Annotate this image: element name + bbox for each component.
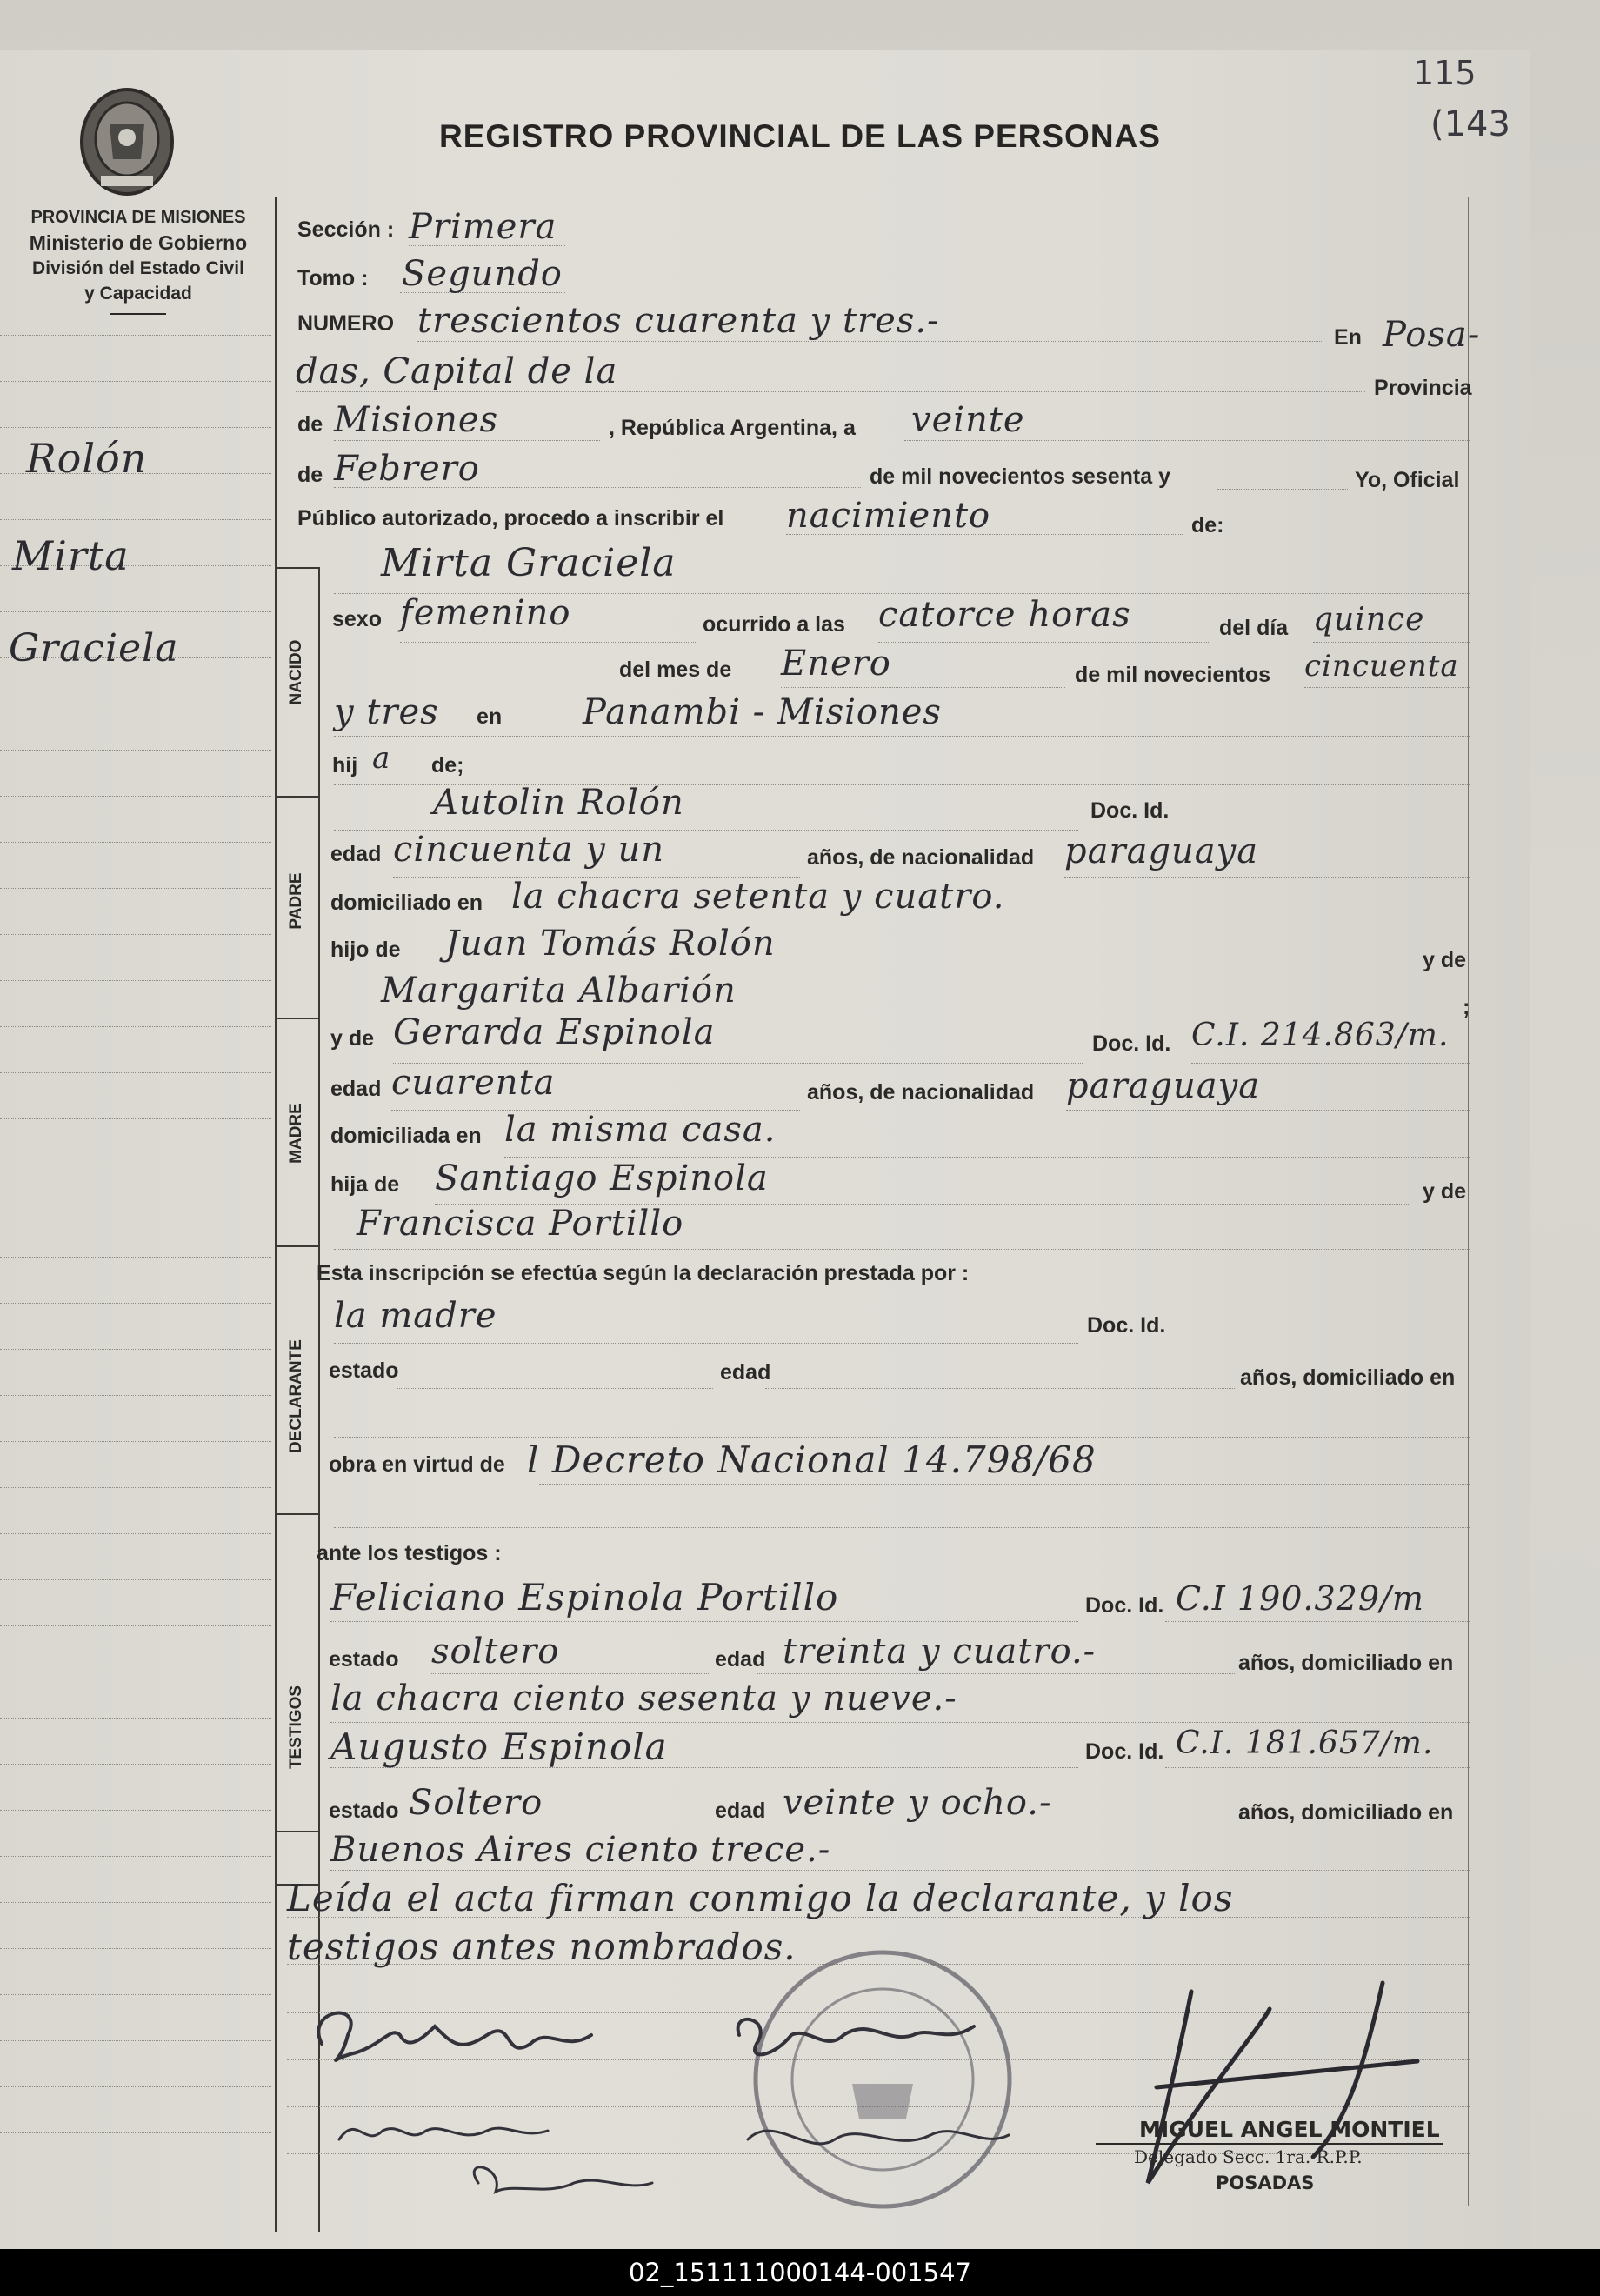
margin-second-name: Graciela <box>9 626 179 671</box>
label-sexo: sexo <box>332 607 382 631</box>
entry-mes-nac: Enero <box>781 644 891 684</box>
entry-testigo2-dom: Buenos Aires ciento trece.- <box>330 1830 831 1870</box>
label-estado-t1: estado <box>329 1647 399 1672</box>
division-capacity: y Capacidad <box>84 284 192 304</box>
label-publico: Público autorizado, procedo a inscribir el <box>297 506 724 531</box>
entry-nombre: Mirta Graciela <box>381 541 677 585</box>
signatures-area <box>287 1974 1470 2235</box>
label-doc-t1: Doc. Id. <box>1085 1593 1164 1618</box>
entry-madre-dom: la misma casa. <box>504 1110 777 1150</box>
label-dom-t1: años, domiciliado en <box>1238 1651 1454 1675</box>
label-doc-declarante: Doc. Id. <box>1087 1313 1166 1338</box>
label-semicolon: ; <box>1463 995 1470 1019</box>
entry-testigo1-edad: treinta y cuatro.- <box>783 1632 1097 1672</box>
label-edad-padre: edad <box>330 842 382 866</box>
entry-testigo2-doc: C.I. 181.657/m. <box>1176 1725 1434 1761</box>
label-edad-t2: edad <box>715 1799 766 1823</box>
label-en: En <box>1334 325 1362 350</box>
signature-witness-1-icon <box>339 2128 652 2192</box>
label-de-mil-sesenta: de mil novecientos sesenta y <box>870 464 1170 489</box>
label-en-lugar: en <box>477 704 503 729</box>
entry-en: Posa- <box>1383 315 1481 355</box>
label-de-semi: de; <box>431 753 464 778</box>
folio-sub: (143 <box>1430 104 1510 144</box>
entry-testigo1: Feliciano Espinola Portillo <box>330 1576 839 1619</box>
entry-provincia: Misiones <box>334 400 499 440</box>
side-label-testigos: TESTIGOS <box>287 1685 305 1770</box>
label-doc-madre: Doc. Id. <box>1092 1031 1171 1056</box>
province-name: PROVINCIA DE MISIONES <box>30 208 246 227</box>
label-de-mes: de <box>297 463 323 487</box>
label-hijo-de: hijo de <box>330 938 401 962</box>
entry-testigo1-dom: la chacra ciento sesenta y nueve.- <box>330 1679 957 1719</box>
entry-declarante: la madre <box>334 1296 497 1336</box>
division-name: División del Estado Civil <box>32 258 244 278</box>
label-numero: NUMERO <box>297 311 395 336</box>
entry-madre-padre: Santiago Espinola <box>435 1158 769 1198</box>
officer-role: Delegado Secc. 1ra. R.P.P. <box>1134 2146 1363 2167</box>
side-label-madre: MADRE <box>287 1103 305 1164</box>
ministry-block <box>0 205 277 315</box>
entry-testigo2-estado: Soltero <box>409 1783 543 1823</box>
label-tomo: Tomo : <box>297 266 369 290</box>
entry-testigo1-doc: C.I 190.329/m <box>1176 1579 1424 1618</box>
label-ante-testigos: ante los testigos : <box>317 1541 502 1565</box>
side-label-declarante: DECLARANTE <box>287 1339 305 1453</box>
entry-sexo: femenino <box>400 593 571 633</box>
ministry-name: Ministerio de Gobierno <box>29 231 248 254</box>
entry-padre-edad: cincuenta y un <box>393 830 665 870</box>
label-edad-t1: edad <box>715 1647 766 1672</box>
label-doc-t2: Doc. Id. <box>1085 1739 1164 1764</box>
label-estado-t2: estado <box>329 1799 399 1823</box>
officer-name: MIGUEL ANGEL MONTIEL <box>1139 2117 1440 2142</box>
entry-dia-nac: quince <box>1313 602 1425 637</box>
entry-lugar: Panambi - Misiones <box>583 692 942 732</box>
entry-padre: Autolin Rolón <box>433 783 684 823</box>
entry-ciudad: das, Capital de la <box>296 351 618 391</box>
label-hija-de: hija de <box>330 1172 400 1197</box>
margin-column <box>0 50 271 2249</box>
label-hij: hij <box>332 753 358 778</box>
entry-mes: Febrero <box>334 449 480 489</box>
entry-hora: catorce horas <box>878 595 1131 635</box>
folio-number: 115 <box>1413 54 1477 92</box>
label-y-de-padre: y de <box>1423 948 1467 972</box>
label-de: de <box>297 412 323 437</box>
entry-padre-nac: paraguaya <box>1064 831 1259 871</box>
label-edad-madre: edad <box>330 1077 382 1101</box>
label-dom-t2: años, domiciliado en <box>1238 1800 1454 1825</box>
entry-testigo2: Augusto Espinola <box>330 1725 668 1768</box>
label-obra: obra en virtud de <box>329 1452 505 1477</box>
entry-madre: Gerarda Espinola <box>393 1012 716 1052</box>
entry-anio-b: y tres <box>334 692 439 732</box>
entry-testigo2-edad: veinte y ocho.- <box>783 1783 1052 1823</box>
label-nac-padre: años, de nacionalidad <box>807 845 1035 870</box>
label-del-dia: del día <box>1219 616 1289 640</box>
label-inscripcion: Esta inscripción se efectúa según la declaración prestada por : <box>317 1261 970 1285</box>
label-del-mes: del mes de <box>619 657 732 682</box>
margin-surname: Rolón <box>26 435 148 482</box>
label-seccion: Sección : <box>297 217 395 242</box>
label-dom-declarante: años, domiciliado en <box>1240 1365 1456 1390</box>
entry-madre-doc: C.I. 214.863/m. <box>1191 1018 1450 1053</box>
entry-madre-edad: cuarenta <box>391 1063 556 1103</box>
label-dom-padre: domiciliado en <box>330 891 483 915</box>
label-provincia: Provincia <box>1374 376 1472 400</box>
label-ocurrido: ocurrido a las <box>703 612 845 637</box>
form-left-border <box>275 197 277 2232</box>
officer-city: POSADAS <box>1216 2173 1315 2193</box>
entry-madre-nac: paraguaya <box>1066 1066 1261 1106</box>
label-republica: , República Argentina, a <box>609 416 856 440</box>
entry-testigo1-estado: soltero <box>431 1632 560 1672</box>
entry-madre-madre: Francisca Portillo <box>357 1204 684 1244</box>
entry-decreto: l Decreto Nacional 14.798/68 <box>527 1438 1097 1481</box>
entry-tomo: Segundo <box>402 254 563 294</box>
entry-padre-madre: Margarita Albarión <box>381 971 737 1011</box>
closing-line-1: Leída el acta firman conmigo la declarante, y los <box>287 1877 1234 1919</box>
entry-dia: veinte <box>911 400 1025 440</box>
label-de-mil-nov: de mil novecientos <box>1075 663 1271 687</box>
label-nac-madre: años, de nacionalidad <box>807 1080 1035 1105</box>
label-y-de-madre: y de <box>330 1026 375 1051</box>
label-doc-padre: Doc. Id. <box>1090 798 1170 823</box>
document-title: REGISTRO PROVINCIAL DE LAS PERSONAS <box>439 118 1161 154</box>
label-estado-declarante: estado <box>329 1358 399 1383</box>
label-de-colon: de: <box>1191 513 1224 537</box>
margin-first-name: Mirta <box>12 532 130 579</box>
entry-acto: nacimiento <box>786 496 991 536</box>
signature-witness-2-icon <box>748 2131 1009 2144</box>
closing-line-2: testigos antes nombrados. <box>287 1926 797 1968</box>
label-dom-madre: domiciliada en <box>330 1124 482 1148</box>
entry-numero: trescientos cuarenta y tres.- <box>417 301 940 341</box>
label-edad-declarante: edad <box>720 1360 771 1385</box>
side-label-nacido: NACIDO <box>287 639 305 705</box>
entry-hij-suffix: a <box>372 741 391 776</box>
entry-seccion: Primera <box>409 207 557 247</box>
entry-anio-a: cincuenta <box>1304 649 1459 684</box>
side-label-padre: PADRE <box>287 872 305 930</box>
image-id-bar: 02_151111000144-001547 <box>0 2249 1600 2296</box>
entry-padre-padre: Juan Tomás Rolón <box>445 924 776 964</box>
signature-declarante-icon <box>318 2013 974 2060</box>
label-y-de-madre2: y de <box>1423 1179 1467 1204</box>
label-yo-oficial: Yo, Oficial <box>1355 468 1460 492</box>
entry-padre-dom: la chacra setenta y cuatro. <box>511 877 1005 917</box>
